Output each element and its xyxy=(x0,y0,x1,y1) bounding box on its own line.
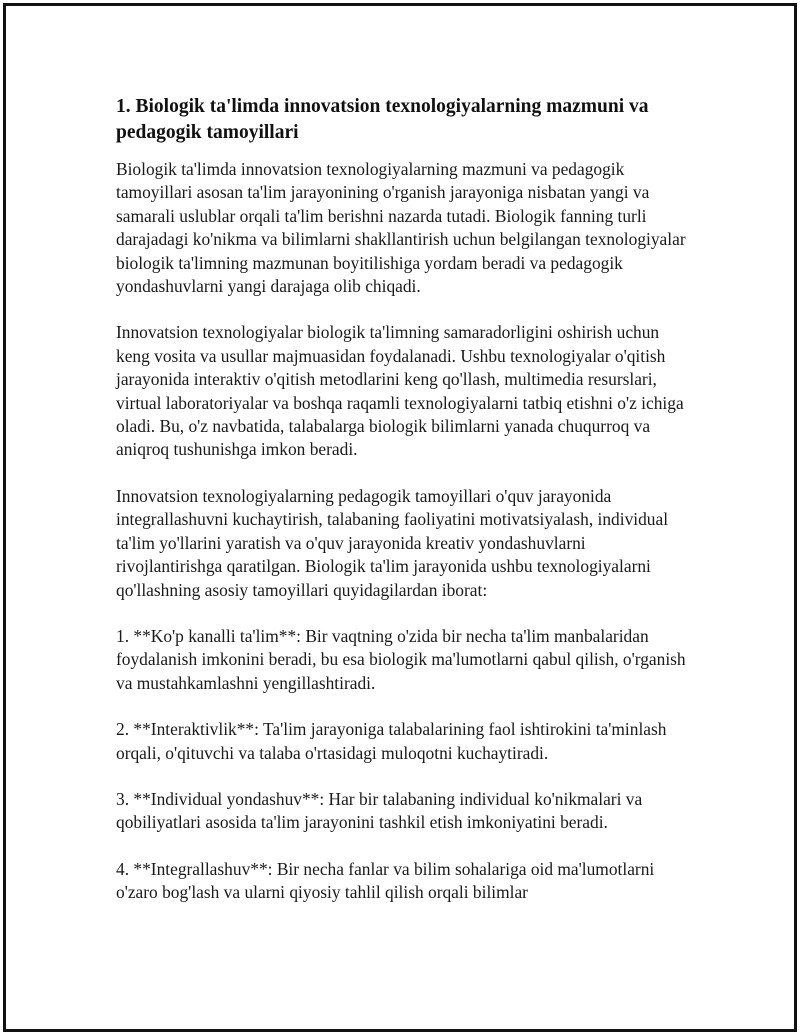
list-item-integration: 4. **Integrallashuv**: Bir necha fanlar va bilim sohalariga oid ma'lumotlarni o'zaro bog'lash va ularni qiyosiy tahlil qilish orqali bilimlar xyxy=(116,858,655,903)
list-item-multichannel: 1. **Ko'p kanalli ta'lim**: Bir vaqtning o'zida bir necha ta'lim manbalaridan foydalanish imkonini beradi, bu esa biologik ma'lumotlarni qabul qilish, o'rganish va mustahkamlashni yengillashtiradi. xyxy=(116,625,686,693)
list-item-interactivity: 2. **Interaktivlik**: Ta'lim jarayoniga talabalarining faol ishtirokini ta'minlash orqali, o'qituvchi va talaba o'rtasidagi muloqotni kuchaytiradi. xyxy=(116,719,667,763)
paragraph-principles: Innovatsion texnologiyalarning pedagogik tamoyillari o'quv jarayonida integrallashuvni kuchaytirish, talabaning faoliyatini motivatsiyalash, individual ta'lim yo'llarini yaratish va o'quv jarayonida kreativ yondashuvlarni rivojlantirishga qaratilgan. Biologik ta'lim jarayonida ushbu texnologiyalarni qo'llashning asosiy tamoyillari quyidagilardan iborat: xyxy=(116,485,669,600)
paragraph-intro: Biologik ta'limda innovatsion texnologiyalarning mazmuni va pedagogik tamoyillari asosan ta'lim jarayonining o'rganish jarayoniga nisbatan yangi va samarali uslublar orqali ta'lim berishni nazarda tutadi. Biologik fanning turli darajadagi ko'nikma va bilimlarni shakllantirish uchun belgilangan texnologiyalar biologik ta'limning mazmunan boyitilishiga yordam beradi va pedagogik yondashuvlarni yangi darajaga olib chiqadi. xyxy=(116,159,686,297)
paragraph-technologies: Innovatsion texnologiyalar biologik ta'limning samaradorligini oshirish uchun keng vosita va usullar majmuasidan foydalanadi. Ushbu texnologiyalar o'qitish jarayonida interaktiv o'qitish metodlarini keng qo'llash, multimedia resurslari, virtual laboratoriyalar va boshqa raqamli texnologiyalarni tatbiq etishni o'z ichiga oladi. Bu, o'z navbatida, talabalarga biologik bilimlarni yanada chuqurroq va aniqroq tushunishga imkon beradi. xyxy=(116,322,684,460)
document-body xyxy=(116,94,696,928)
section-heading: 1. Biologik ta'limda innovatsion texnologiyalarning mazmuni va pedagogik tamoyillari xyxy=(116,96,649,143)
list-item-individual: 3. **Individual yondashuv**: Har bir talabaning individual ko'nikmalari va qobiliyatlari asosida ta'lim jarayonini tashkil etish imkoniyatini beradi. xyxy=(116,788,643,833)
